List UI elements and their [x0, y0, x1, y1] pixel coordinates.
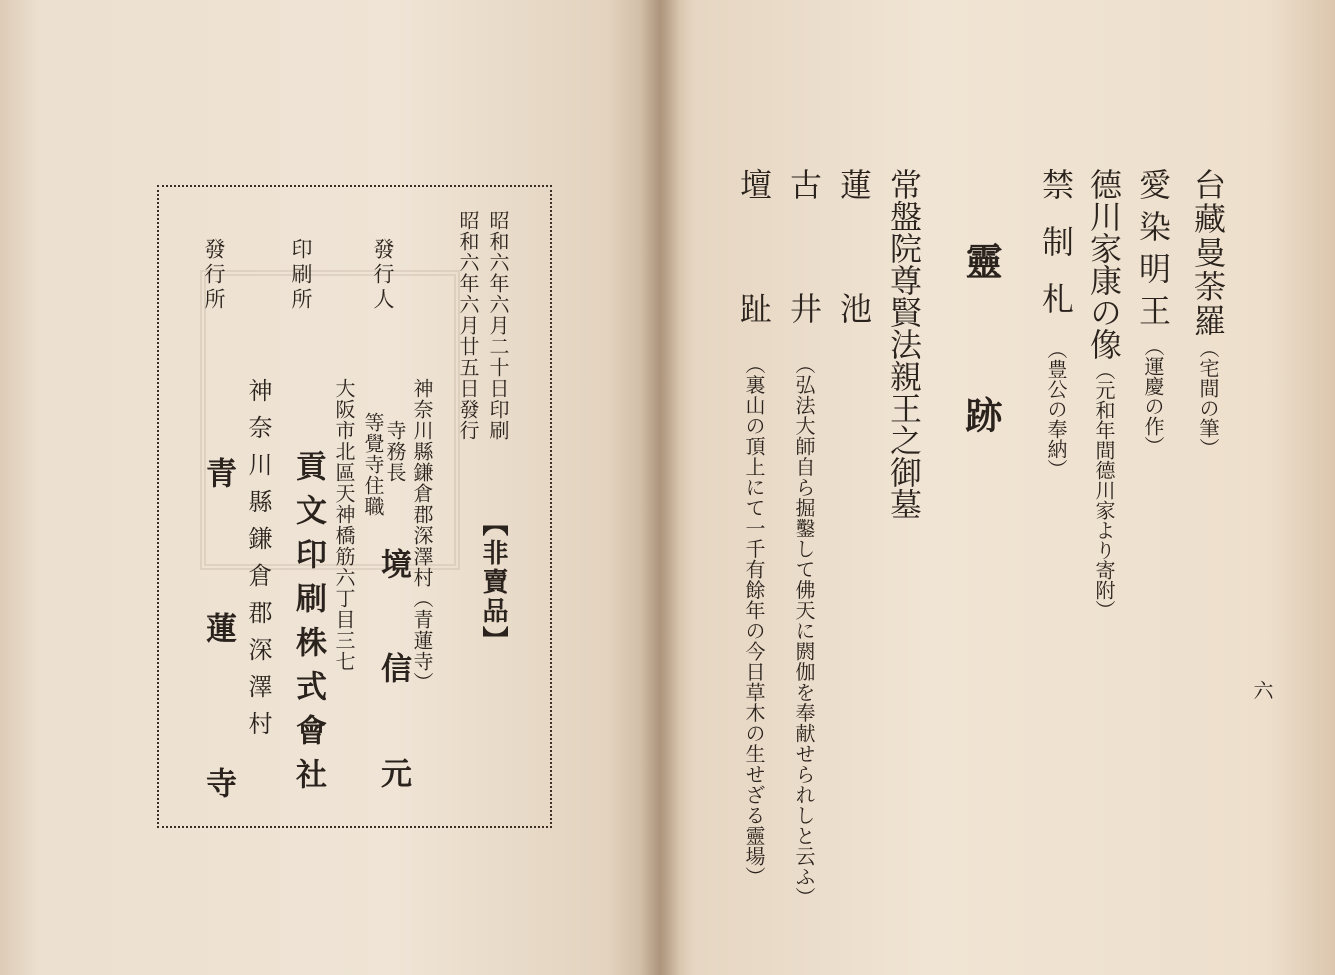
book-gutter	[640, 0, 680, 975]
publisher-title-1: 寺務長	[383, 420, 407, 483]
issuer-label: 發行所	[202, 238, 226, 313]
list-item	[785, 168, 823, 908]
issuer-name-3: 寺	[200, 767, 236, 798]
list-item	[735, 168, 773, 887]
publisher-address: 神奈川縣鎌倉郡深澤村（青蓮寺）	[410, 378, 434, 693]
site-title: 蓮 池	[835, 168, 873, 354]
site-title: 常盤院尊賢法親王之御墓	[885, 168, 923, 520]
list-item	[835, 168, 873, 354]
issuer-name-2: 蓮	[200, 612, 236, 643]
publisher-given2: 元	[375, 757, 411, 788]
publisher-given: 信	[375, 652, 411, 683]
item-note: （運慶の作）	[1141, 336, 1165, 456]
publisher-label: 發行人	[371, 238, 395, 313]
item-note: （豊公の奉納）	[1044, 339, 1068, 479]
list-item	[1189, 168, 1227, 458]
site-note: （裏山の頂上にて一千有餘年の今日草木の生せざる靈場）	[742, 354, 766, 887]
issuer-address: 神奈川縣鎌倉郡深澤村	[244, 378, 272, 748]
site-note: （弘法大師自ら掘鑿して佛天に閼伽を奉献せられしと云ふ）	[792, 354, 816, 908]
item-note: （元和年間德川家より寄附）	[1092, 360, 1116, 620]
page-number: 六	[1250, 680, 1274, 700]
publisher-surname: 境	[375, 548, 411, 579]
not-for-sale-label: 【非賣品】	[478, 510, 508, 655]
publisher-title-2: 等覺寺住職	[361, 412, 385, 517]
printer-address: 大阪市北區天神橋筋六丁目三七	[332, 378, 356, 672]
issue-date: 昭和六年六月廿五日發行	[456, 210, 480, 441]
printer-label: 印刷所	[289, 238, 313, 313]
list-item	[1085, 168, 1123, 620]
site-title: 古 井	[785, 168, 823, 354]
printer-name: 貢文印刷株式會社	[290, 450, 326, 802]
print-date: 昭和六年六月二十日印刷	[486, 210, 510, 441]
section-heading: 靈 跡	[959, 242, 1003, 473]
site-title: 壇 趾	[735, 168, 773, 354]
issuer-name-1: 青	[200, 457, 236, 488]
item-title: 禁制札	[1037, 168, 1075, 339]
list-item	[1037, 168, 1075, 479]
item-note: （宅間の筆）	[1196, 338, 1220, 458]
item-title: 德川家康の像	[1085, 168, 1123, 360]
item-title: 愛染明王	[1134, 168, 1172, 336]
item-title: 台藏曼荼羅	[1189, 168, 1227, 338]
list-item	[1134, 168, 1172, 456]
